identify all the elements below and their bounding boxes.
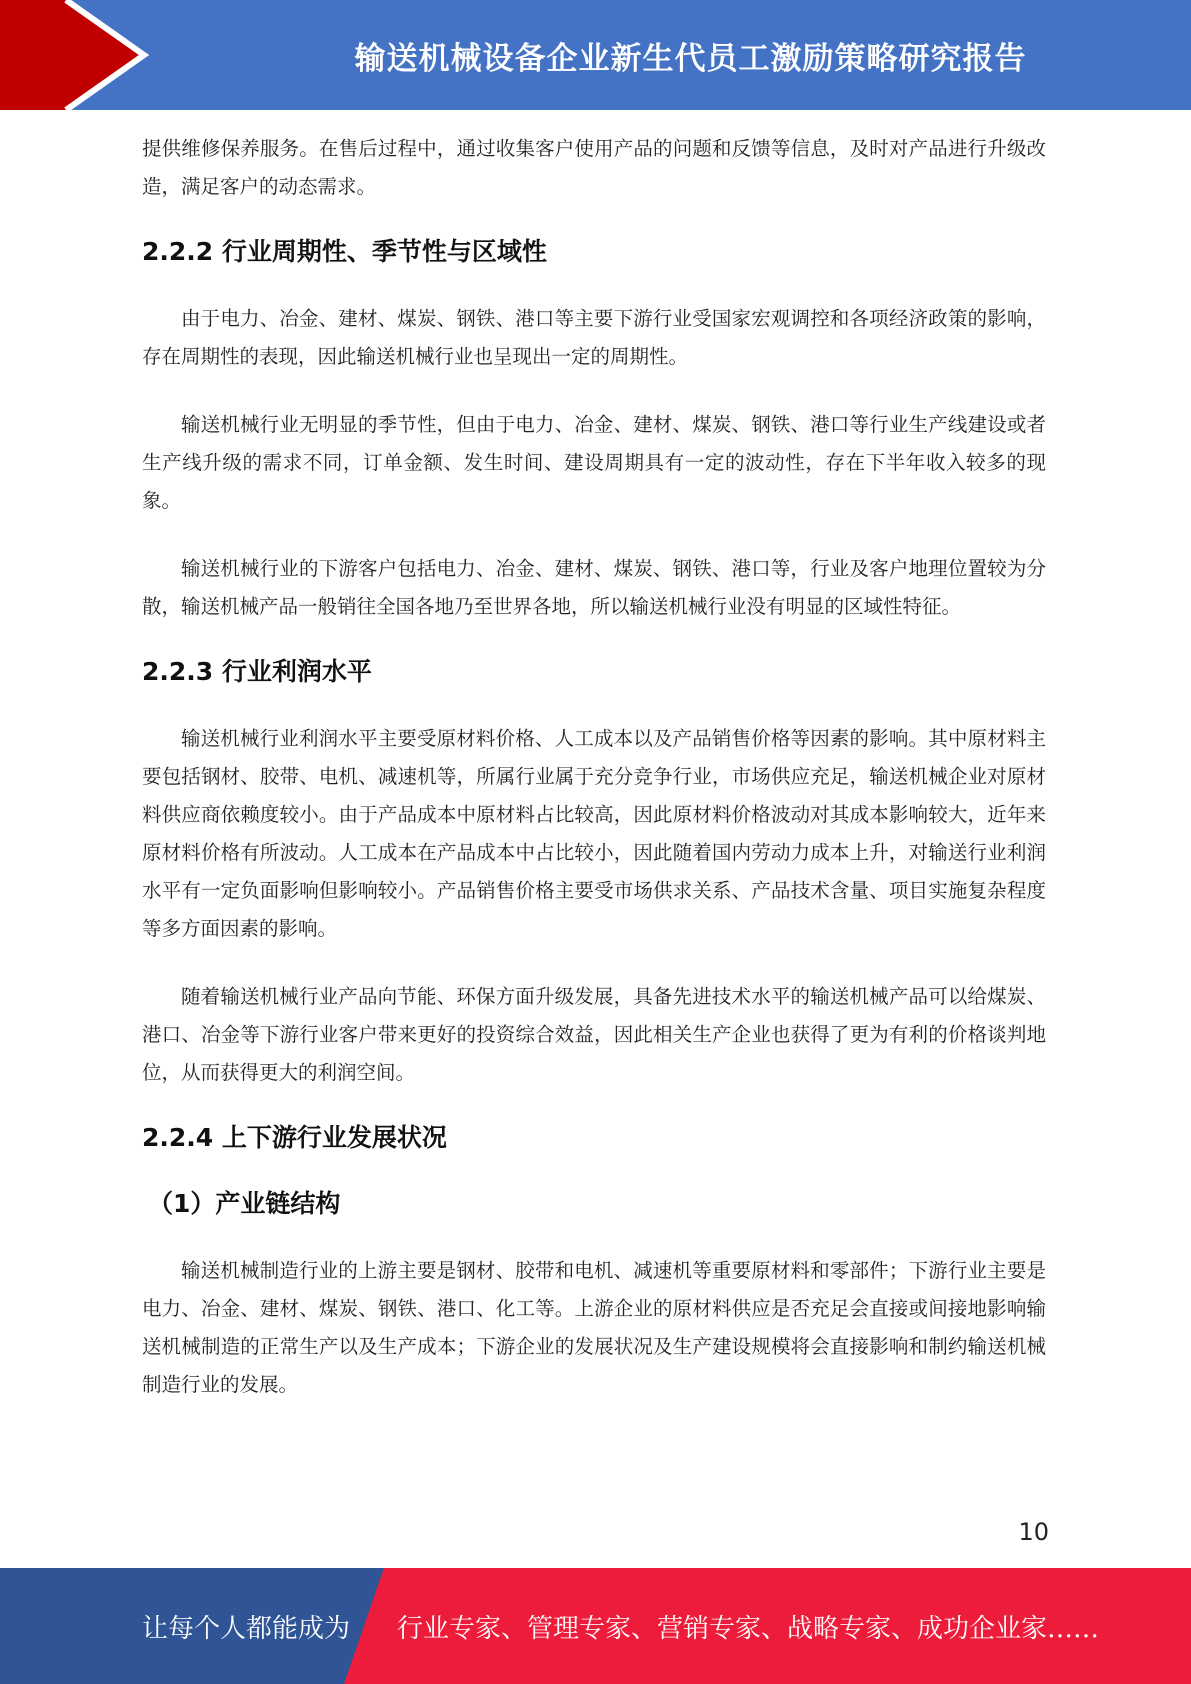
paragraph: 由于电力、冶金、建材、煤炭、钢铁、港口等主要下游行业受国家宏观调控和各项经济政策的影响，存在周期性的表现，因此输送机械行业也呈现出一定的周期性。	[142, 307, 1046, 368]
paragraph: 随着输送机械行业产品向节能、环保方面升级发展，具备先进技术水平的输送机械产品可以给煤炭、港口、冶金等下游行业客户带来更好的投资综合效益，因此相关生产企业也获得了更为有利的价格谈判地位，从而获得更大的利润空间。	[142, 985, 1046, 1084]
document-body	[142, 130, 1046, 1404]
paragraph: 输送机械行业无明显的季节性，但由于电力、冶金、建材、煤炭、钢铁、港口等行业生产线建设或者生产线升级的需求不同，订单金额、发生时间、建设周期具有一定的波动性，存在下半年收入较多的现象。	[142, 413, 1046, 512]
paragraph: 输送机械行业利润水平主要受原材料价格、人工成本以及产品销售价格等因素的影响。其中原材料主要包括钢材、胶带、电机、减速机等，所属行业属于充分竞争行业，市场供应充足，输送机械企业对原材料供应商依赖度较小。由于产品成本中原材料占比较高，因此原材料价格波动对其成本影响较大，近年来原材料价格有所波动。人工成本在产品成本中占比较小，因此随着国内劳动力成本上升，对输送行业利润水平有一定负面影响但影响较小。产品销售价格主要受市场供求关系、产品技术含量、项目实施复杂程度等多方面因素的影响。	[142, 727, 1046, 940]
header-arrow-decoration	[0, 0, 150, 110]
page-header	[0, 0, 1191, 110]
document-title: 输送机械设备企业新生代员工激励策略研究报告	[354, 40, 1027, 77]
footer-slogan-right: 行业专家、管理专家、营销专家、战略专家、成功企业家……	[397, 1613, 1100, 1644]
footer-slogan-left: 让每个人都能成为	[142, 1613, 351, 1644]
page-number: 10	[1018, 1518, 1049, 1546]
section-heading-2-2-2: 2.2.2 行业周期性、季节性与区域性	[142, 237, 547, 266]
paragraph: 输送机械行业的下游客户包括电力、冶金、建材、煤炭、钢铁、港口等，行业及客户地理位置较为分散，输送机械产品一般销往全国各地乃至世界各地，所以输送机械行业没有明显的区域性特征。	[142, 557, 1046, 618]
paragraph: 输送机械制造行业的上游主要是钢材、胶带和电机、减速机等重要原材料和零部件；下游行业主要是电力、冶金、建材、煤炭、钢铁、港口、化工等。上游企业的原材料供应是否充足会直接或间接地影响输送机械制造的正常生产以及生产成本；下游企业的发展状况及生产建设规模将会直接影响和制约输送机械制造行业的发展。	[142, 1259, 1046, 1396]
subsection-heading: （1）产业链结构	[148, 1189, 341, 1218]
section-heading-2-2-4: 2.2.4 上下游行业发展状况	[142, 1123, 447, 1152]
section-heading-2-2-3: 2.2.3 行业利润水平	[142, 657, 372, 686]
intro-paragraph: 提供维修保养服务。在售后过程中，通过收集客户使用产品的问题和反馈等信息，及时对产品进行升级改造，满足客户的动态需求。	[142, 137, 1046, 198]
page-footer	[0, 1568, 1191, 1684]
